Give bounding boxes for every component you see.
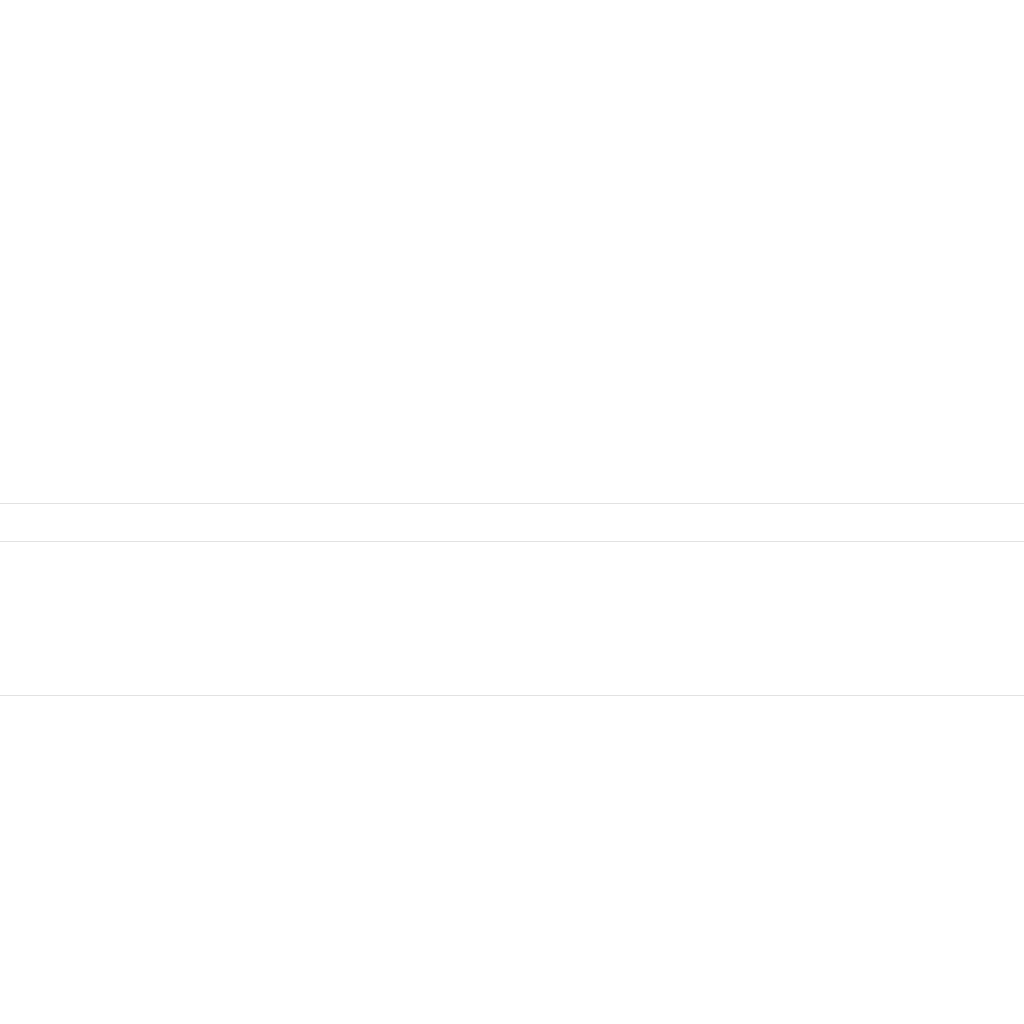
- divider: [0, 541, 1024, 542]
- divider: [0, 503, 1024, 504]
- divider: [0, 695, 1024, 696]
